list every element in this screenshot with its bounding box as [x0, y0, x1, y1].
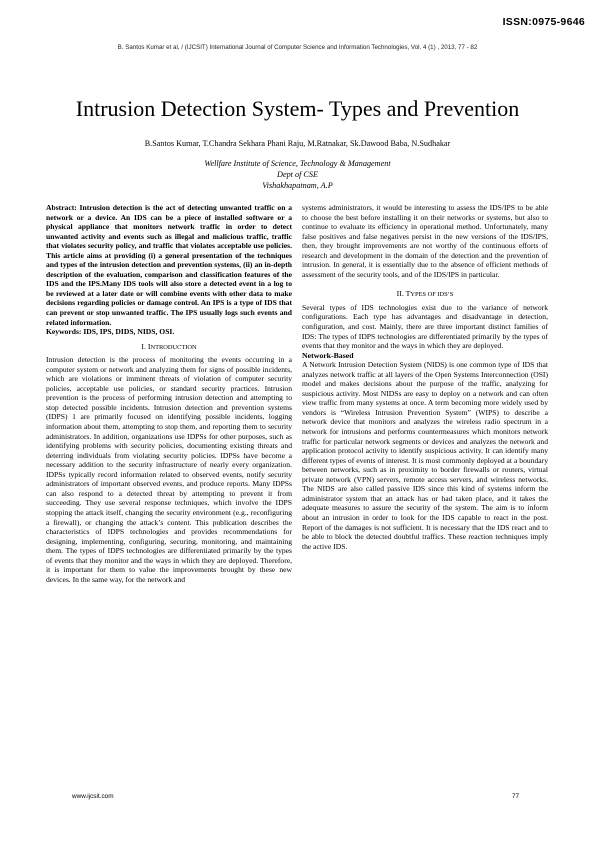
- section-heading-types: [302, 289, 548, 300]
- section-heading-rest: YPES OF IDS’S: [410, 291, 454, 299]
- section-heading-introduction: [46, 342, 292, 353]
- author-list: B.Santos Kumar, T.Chandra Sekhara Phani Raju, M.Ratnakar, Sk.Dawood Baba, N.Sudhakar: [144, 139, 451, 148]
- page-number: 77: [512, 793, 520, 800]
- paper-title: Intrusion Detection System- Types and Prevention: [75, 96, 520, 121]
- issn-label: ISSN:0975-9646: [502, 16, 585, 28]
- left-column: [46, 203, 292, 584]
- network-based-text: A Network Intrusion Detection System (NIDS) is one common type of IDS that analyzes network traffic at all layers of the Open Systems Interconnection (OSI) model and makes decisions about the purpose of the traffic, analyzing for suspicious activity. Most NIDSs are easy to deploy on a network and can often view traffic from many systems at once. A term becoming more widely used by vendors is “Wireless Intrusion Prevention System” (WIPS) to describe a network device that monitors and analyzes the wireless radio spectrum in a network for intrusions and performs countermeasures which monitors network traffic for particular network segments or devices and analyzes the network and application protocol activity to identify suspicious activity. It can identify many different types of events of interest. It is most commonly deployed at a boundary between networks, such as in proximity to border firewalls or routers, virtual private network (VPN) servers, remote access servers, and wireless networks. The NIDS are also called passive IDS since this kind of systems inform the administrator system that an attack has or had taken place, and it takes the adequate measures to assure the security of the system. The aim is to inform about an intrusion in order to look for the IDS capable to react in the post. Report of the damages is not sufficient. It is necessary that the IDS react and to be able to block the detected doubtful traffics. These reaction techniques imply the active IDS.: [302, 360, 548, 551]
- running-head: B. Santos Kumar et al, / (IJCSIT) International Journal of Computer Science and Information Technologies, Vol. 4 (1) , 2013, 77 - 82: [117, 44, 478, 51]
- affiliation-department: Dept of CSE: [277, 170, 318, 179]
- right-column: [302, 203, 548, 551]
- introduction-continued-text: systems administrators, it would be interesting to assess the IDS/IPS to be able to choose the best before installing it on their networks or systems, but also to continue to evaluate its efficiency in operational method. Unfortunately, many false positives and false negatives persist in the new versions of the IDS/IPS, then, they brought improvements are not worthy of the continuous efforts of research and development in the domain of the detection and the prevention of intrusion. In general, it is essentially due to the absence of efficient methods of assessment of the security tools, and of the IDS/IPS in particular.: [302, 203, 548, 279]
- introduction-text: Intrusion detection is the process of monitoring the events occurring in a computer system or network and analyzing them for signs of possible incidents, which are violations or imminent threats of violation of computer security policies, acceptable use policies, or standard security practices. Intrusion prevention is the process of performing intrusion detection and attempting to stop detected possible incidents. Intrusion detection and prevention systems (IDPS) 1 are primarily focused on identifying possible incidents, logging information about them, attempting to stop them, and reporting them to security administrators. In addition, organizations use IDPSs for other purposes, such as identifying problems with security policies, documenting existing threats and deterring individuals from violating security policies. IDPSs have become a necessary addition to the security infrastructure of nearly every organization. IDPSs typically record information related to observed events, notify security administrators of important observed events, and produce reports. Many IDPSs can also respond to a detected threat by attempting to prevent it from succeeding. They use several response techniques, which involve the IDPS stopping the attack itself, changing the security environment (e.g., reconfiguring a firewall), or changing the attack’s content. This publication describes the characteristics of IDPS technologies and provides recommendations for designing, implementing, configuring, securing, monitoring, and maintaining them. The types of IDPS technologies are differentiated primarily by the types of events that they monitor and the ways in which they are deployed. Therefore, it is important for them to value the improvements brought by these new devices. In the same way, for the network and: [46, 355, 292, 584]
- affiliation-institute: Wellfare Institute of Science, Technology & Management: [204, 159, 391, 168]
- types-text: Several types of IDS technologies exist due to the variance of network configurations. Each type has advantages and disadvantage in detection, configuration, and cost. Mainly, there are three important distinct families of IDS: The types of IDPS technologies are differentiated primarily by the types of events that they monitor and the ways in which they are deployed.: [302, 302, 548, 351]
- section-heading-prefix: II. T: [396, 289, 411, 299]
- abstract: Abstract: Intrusion detection is the act of detecting unwanted traffic on a network or a device. An IDS can be a piece of installed software or a physical appliance that monitors network traffic in order to detect unwanted activity and events such as illegal and malicious traffic, traffic that violates security policy, and traffic that violates acceptable use policies. This article aims at providing (i) a general presentation of the techniques and types of the intrusion detection and prevention systems, (ii) an in-depth description of the evaluation, comparison and classification features of the IDS and the IPS.Many IDS tools will also store a detected event in a log to be reviewed at a later date or will combine events with other data to make decisions regarding policies or damage control. An IPS is a type of IDS that can prevent or stop unwanted traffic. The IPS usually logs such events and related information.: [46, 203, 292, 327]
- affiliation-location: Vishakhapatnam, A.P: [262, 181, 333, 190]
- section-heading-prefix: I. I: [141, 341, 151, 351]
- footer-url: www.ijcsit.com: [72, 793, 114, 800]
- subsection-heading-network-based: Network-Based: [302, 350, 354, 360]
- section-heading-rest: NTRODUCTION: [150, 343, 197, 351]
- keywords: Keywords: IDS, IPS, DIDS, NIDS, OSI.: [46, 327, 175, 337]
